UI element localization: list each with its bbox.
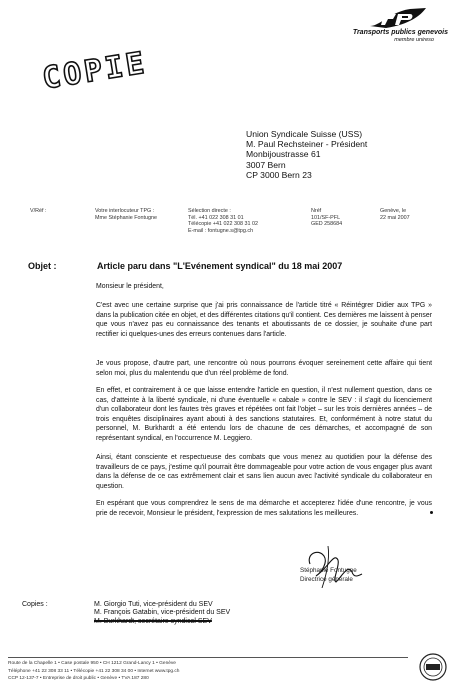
footer — [8, 660, 179, 683]
recipient-address — [246, 129, 367, 180]
signatory-title: Directrice générale — [300, 576, 353, 583]
certification-seal-icon — [418, 652, 448, 682]
salutation: Monsieur le président, — [96, 283, 164, 290]
org-name: Transports publics genevois — [352, 29, 448, 36]
copy-recipient: M. Burkhardt, secrétaire syndical SEV — [94, 617, 212, 625]
recipient-line: CP 3000 Bern 23 — [246, 169, 312, 180]
your-reference: V/Réf : — [30, 208, 47, 214]
paragraph-2: Je vous propose, d'autre part, une rencontre où nous pourrons évoquer sereinement cette affaire qui tient selon moi, plus du malentendu que d'un réel problème de fond. — [96, 360, 432, 377]
letter-date: Genève, le 22 mai 2007 — [380, 208, 410, 221]
paragraph-1: C'est avec une certaine surprise que j'ai pris connaissance de l'article titré « Réintégrer Didier aux TPG » dans la publication citée en objet, et des différentes citations qu'il contient. Ces dernières me laissent à penser que vous n'avez pas eu connaissance des tenants et aboutissants de ce dossier, je souhaite d'une part rectifier ici quelques-unes des erreurs contenues dans l'article. — [96, 302, 432, 338]
paragraph-3: En effet, et contrairement à ce que laisse entendre l'article en question, il n'est nullement question, dans ce cas, d'atteinte à la liberté syndicale, ni d'une éventuelle « cabale » contre le SEV : il s'agit du licenciement d'un collaborateur dont les fautes très graves et répétées ont fait l'objet – sur les trois dernières années – de trois enquêtes disciplinaires ayant abouti à des sanctions statutaires. Et, conformément à notre statut du personnel, M. Burkhardt a été entendu lors de chacune de ces démarches, et accompagné de son représentant syndical, en l'occurrence M. Leggiero. — [96, 387, 432, 442]
recipient-line: Union Syndicale Suisse (USS) — [246, 129, 363, 139]
footer-line: Route de la Chapelle 1 • Case postale 950 • CH 1212 Grand-Lancy 1 • Genève — [8, 661, 176, 666]
subject-text: Article paru dans "L'Evénement syndical" du 18 mai 2007 — [97, 261, 343, 271]
org-subtitle: membre unireso — [394, 37, 434, 43]
paragraph-5: En espérant que vous comprendrez le sens de ma démarche et accepterez l'idée d'une rencontre, je vous prie de recevoir, Monsieur le président, l'expression de mes salutations les meilleures. — [96, 500, 432, 517]
subject-label: Objet : — [28, 261, 57, 271]
footer-line: CCP 12-137-7 • Entreprise de droit public • Genève • TVA 187 280 — [8, 676, 149, 681]
copie-stamp — [40, 46, 149, 97]
copies-list — [94, 601, 230, 626]
tpg-logo — [366, 6, 428, 30]
recipient-line: 3007 Bern — [246, 159, 286, 170]
copy-recipient: M. François Gatabin, vice-président du SEV — [94, 609, 231, 617]
footer-divider — [8, 657, 408, 658]
paragraph-4: Ainsi, étant consciente et respectueuse des combats que vous menez au quotidien pour la défense des travailleurs de ce pays, j'estime qu'il pourrait être dommageable pour votre action de vous engager plus avant dans la défense de ce cas extrêmement clair et sans lien aucun avec l'activité syndicale du collaborateur en question. — [96, 454, 432, 490]
margin-mark — [430, 511, 433, 514]
copy-recipient: M. Giorgio Tuti, vice-président du SEV — [94, 601, 213, 608]
contact-person: Votre interlocuteur TPG : Mme Stéphanie Fontugne — [95, 208, 158, 221]
direct-contact: Sélection directe : Tél. +41 022 308 31 01 Télécopie +41 022 308 31 02 E-mail : fontugne.s@tpg.ch — [188, 208, 258, 234]
copies-label: Copies : — [22, 601, 48, 608]
stamp-text: COPIE — [40, 45, 150, 97]
our-reference: Nréf 101/SF-PFL GED 258684 — [311, 208, 343, 228]
footer-line: Téléphone +41 22 308 33 11 • Télécopie +41 22 308 34 00 • Internet www.tpg.ch — [8, 668, 180, 674]
recipient-line: Monbijoustrasse 61 — [246, 149, 321, 160]
signatory-name: Stéphanie Fontugne — [300, 567, 357, 574]
signatory — [300, 566, 357, 584]
recipient-line: M. Paul Rechsteiner - Président — [246, 139, 368, 150]
